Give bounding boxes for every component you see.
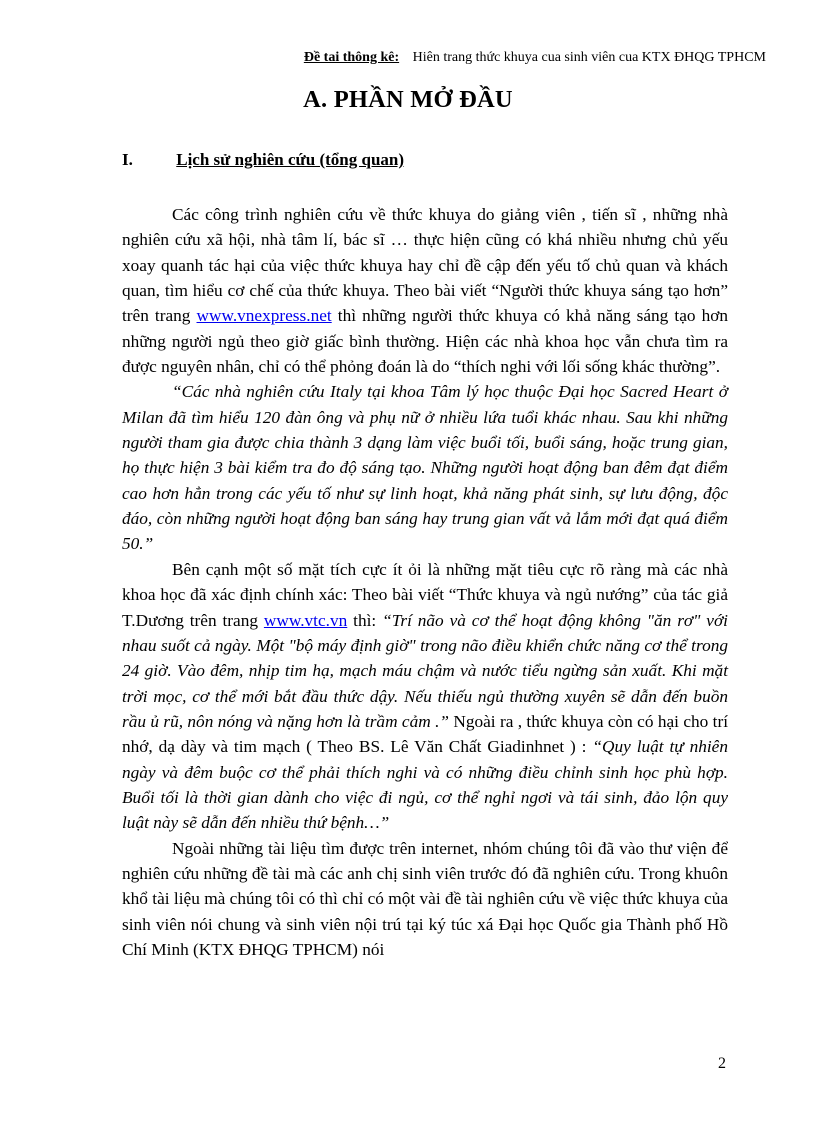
paragraph-3-text-c: Ngoài ra , thức khuya còn có hại cho trí nhớ, dạ dày và tim mạch ( Theo BS. Lê Văn Chất Giadinhnet ) : — [122, 711, 728, 757]
section-number: I. — [122, 150, 133, 169]
header-label: Đề tai thông kê: — [303, 50, 400, 65]
vnexpress-link[interactable]: www.vnexpress.net — [196, 306, 332, 326]
vtc-link[interactable]: www.vtc.vn — [263, 610, 348, 630]
page-header — [304, 50, 766, 66]
section-heading — [122, 150, 404, 170]
section-title: Lịch sử nghiên cứu (tổng quan) — [176, 150, 405, 169]
page-title: A. PHẦN MỞ ĐẦU — [303, 86, 513, 113]
natural-law-quote: “Quy luật tự nhiên ngày và đêm buộc cơ thể phải thích nghi và có những điều chỉnh sinh học phù hợp. Buổi tối là thời gian dành cho việc đi ngủ, cơ thể nghỉ ngơi và tái sinh, đảo lộn quy luật này sẽ dẫn đến nhiều thứ bệnh…” — [122, 737, 728, 833]
paragraph-2-quote — [122, 379, 728, 556]
paragraph-3-text-b: thì: — [347, 610, 383, 630]
italy-study-quote: “Các nhà nghiên cứu Italy tại khoa Tâm lý học thuộc Đại học Sacred Heart ở Milan đã tìm hiểu 120 đàn ông và phụ nữ ở nhiều lứa tuổi khác nhau. Sau khi những người tham gia được chia thành 3 dạng làm việc buổi tối, buổi sáng, hoặc trung gian, họ thực hiện 3 bài kiểm tra đo độ sáng tạo. Những người hoạt động ban đêm đạt điểm cao hơn hẳn trong các yếu tố như sự linh hoạt, khả năng phát sinh, sự lưu động, độc đáo, còn những người hoạt động ban sáng hay trung gian vất vả lắm mới đạt quá điểm 50.” — [122, 382, 728, 554]
paragraph-3-text-a: Bên cạnh một số mặt tích cực ít ỏi là những mặt tiêu cực rõ ràng mà các nhà khoa học đã xác định chính xác: Theo bài viết “Thức khuya và ngủ nướng” của tác giả T.Dương trên trang — [122, 559, 728, 630]
header-topic: Hiên trang thức khuya cua sinh viên cua KTX ĐHQG TPHCM — [412, 50, 766, 65]
paragraph-4: Ngoài những tài liệu tìm được trên internet, nhóm chúng tôi đã vào thư viện để nghiên cứu những đề tài mà các anh chị sinh viên trước đó đã nghiên cứu. Trong khuôn khổ tài liệu mà chúng tôi có thì chỉ có một vài đề tài nghiên cứu về việc thức khuya của sinh viên nói chung và sinh viên nội trú tại ký túc xá Đại học Quốc gia Thành phố Hồ Chí Minh (KTX ĐHQG TPHCM) nói — [122, 838, 728, 959]
paragraph-1 — [122, 202, 728, 379]
brain-body-quote: “Trí não và cơ thể hoạt động không "ăn rơ" với nhau suốt cả ngày. Một "bộ máy định giờ" trong não điều khiển chức năng cơ thể trong 24 giờ. Vào đêm, nhịp tim hạ, mạch máu chậm và nước tiểu ngừng sản xuất. Khi mặt trời mọc, cơ thể mới bắt đầu thức dậy. Nếu thiếu ngủ thường xuyên sẽ dẫn đến buồn rầu ủ rũ, nôn nóng và nặng hơn là trầm cảm .” — [122, 610, 728, 731]
paragraph-1-text-a: Các công trình nghiên cứu về thức khuya do giảng viên , tiến sĩ , những nhà nghiên cứu xã hội, nhà tâm lí, bác sĩ … thực hiện cũng có khá nhiều nhưng chủ yếu xoay quanh tác hại của việc thức khuya hay chỉ đề cập đến yếu tố chủ quan và khách quan, tìm hiểu cơ chế của thức khuya. Theo bài viết “Người thức khuya sáng tạo hơn” trên trang — [122, 205, 728, 326]
document-body — [122, 202, 728, 962]
paragraph-3 — [122, 557, 728, 836]
paragraph-1-text-b: thì những người thức khuya có khả năng sáng tạo hơn những người ngủ theo giờ giấc bình thường. Hiện các nhà khoa học vẫn chưa tìm ra được nguyên nhân, chỉ có thể phỏng đoán là do “thích nghi với lối sống khác thường”. — [122, 306, 728, 377]
page-number: 2 — [718, 1055, 726, 1072]
